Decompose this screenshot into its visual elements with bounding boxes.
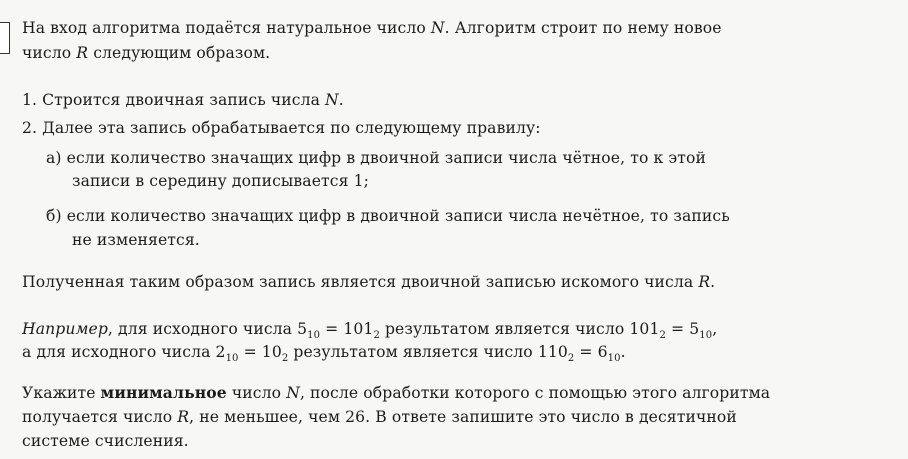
subscript: 2	[567, 353, 575, 364]
intro-text: следующим образом.	[88, 44, 271, 62]
example-text: результатом является число 110	[288, 343, 568, 361]
intro-line-1	[22, 18, 722, 38]
example-text: = 101	[320, 320, 374, 338]
task-text: , не меньшее, чем 26. В ответе запишите это число в десятичной	[189, 408, 737, 426]
var-r: R	[698, 273, 711, 291]
var-r: R	[76, 44, 89, 62]
var-n: N	[430, 19, 445, 37]
rule-b-line-2: не изменяется.	[72, 231, 200, 249]
intro-text: . Алгоритм строит по нему новое	[444, 19, 722, 37]
task-text: , после обработки которого с помощью этого алгоритма	[299, 384, 771, 402]
example-text: ,	[712, 320, 718, 338]
subscript: 10	[307, 330, 321, 341]
example-text: , для исходного числа 5	[107, 320, 308, 338]
task-line-3: системе счисления.	[22, 432, 189, 450]
result-text: Полученная таким образом запись является двоичной записью искомого числа	[22, 273, 699, 291]
example-line-2	[22, 342, 626, 362]
example-text: = 10	[238, 343, 282, 361]
intro-text: На вход алгоритма подаётся натуральное число	[22, 19, 431, 37]
step-1	[22, 90, 344, 110]
task-text: Укажите	[22, 384, 101, 402]
example-text: = 6	[574, 343, 608, 361]
var-n: N	[325, 91, 339, 109]
example-line-1	[22, 319, 717, 339]
example-text: результатом является число 101	[379, 320, 660, 338]
task-line-1	[22, 383, 770, 403]
var-n: N	[286, 384, 300, 402]
task-text: получается число	[22, 408, 178, 426]
example-text: а для исходного числа 2	[22, 343, 226, 361]
rule-b-line-1: б) если количество значащих цифр в двоичной записи числа нечётное, то запись	[46, 207, 730, 225]
task-number-box	[0, 22, 10, 54]
example-lead: Например	[22, 320, 108, 338]
example-text: .	[620, 343, 626, 361]
task-line-2	[22, 407, 737, 427]
result-line	[22, 272, 715, 292]
intro-line-2	[22, 43, 270, 63]
subscript: 10	[699, 330, 713, 341]
subscript: 2	[281, 353, 289, 364]
subscript: 10	[225, 353, 239, 364]
example-text: = 5	[665, 320, 700, 338]
rule-a-line-1: а) если количество значащих цифр в двоичной записи числа чётное, то к этой	[46, 149, 706, 167]
intro-text: число	[22, 44, 77, 62]
step-text: 1. Строится двоичная запись числа	[22, 91, 326, 109]
rule-a-line-2: записи в середину дописывается 1;	[72, 172, 369, 190]
result-text: .	[710, 273, 716, 291]
var-r: R	[177, 408, 190, 426]
step-2: 2. Далее эта запись обрабатывается по следующему правилу:	[22, 119, 541, 137]
subscript: 2	[659, 330, 666, 341]
step-text: .	[338, 91, 344, 109]
task-emphasis: минимальное	[100, 383, 227, 402]
subscript: 10	[607, 353, 621, 364]
task-text: число	[226, 384, 287, 402]
subscript: 2	[373, 330, 380, 341]
